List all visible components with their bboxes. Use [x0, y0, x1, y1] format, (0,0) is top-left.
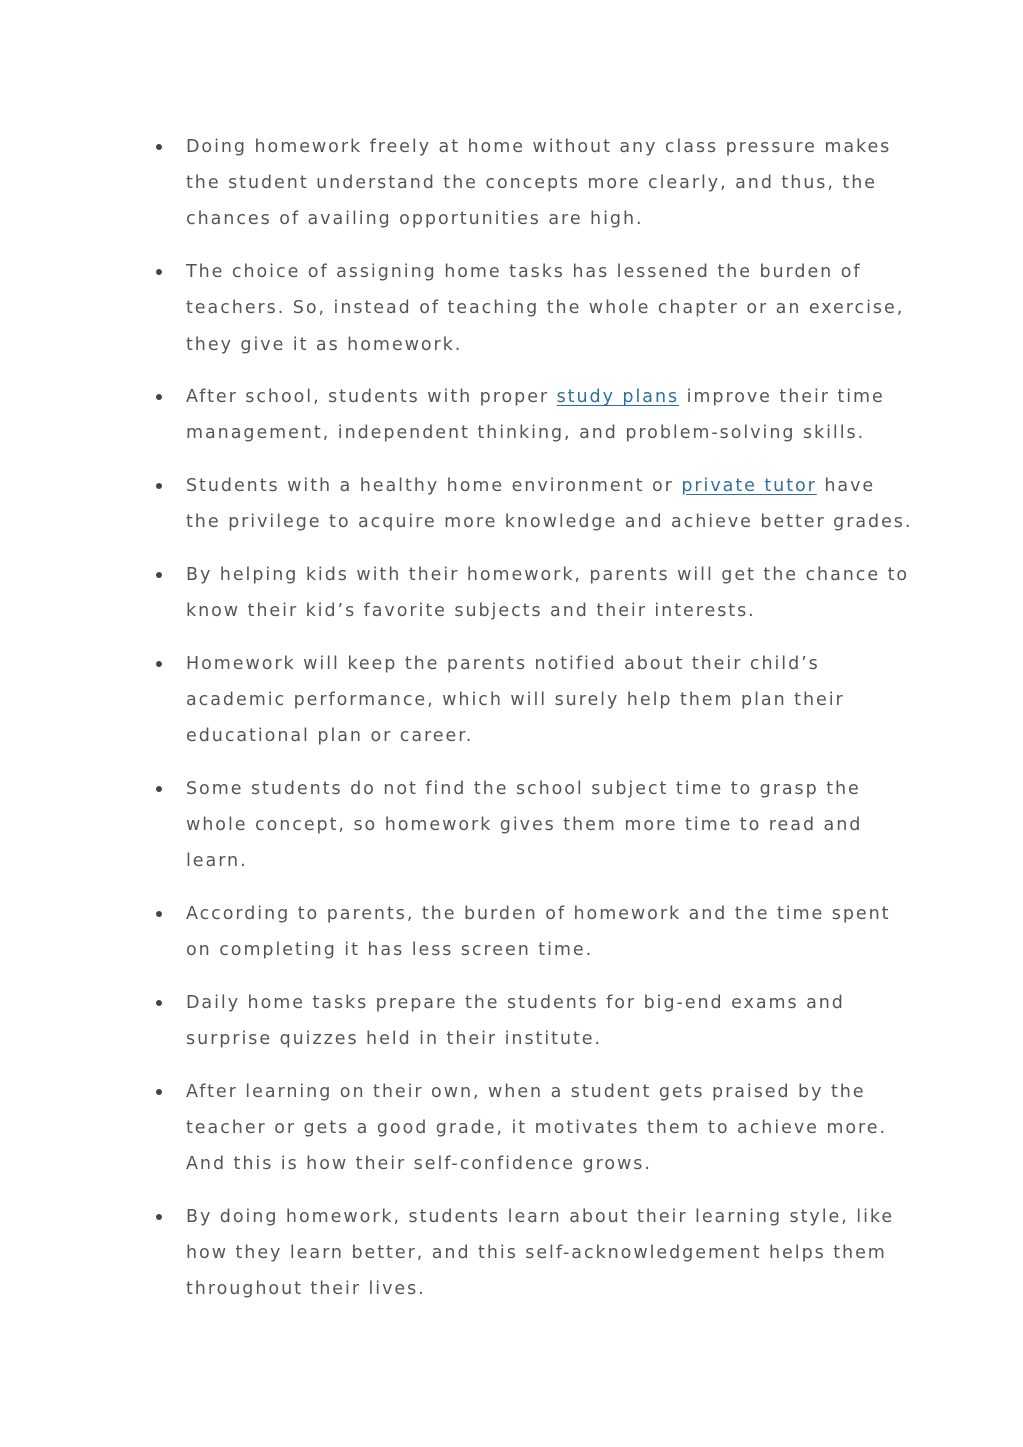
list-item	[154, 1199, 914, 1308]
bullet-icon	[156, 483, 162, 489]
list-item-text: The choice of assigning home tasks has lessened the burden of teachers. So, instead of teaching the whole chapter or an exercise, they give it as homework.	[186, 262, 905, 355]
bullet-icon	[156, 269, 162, 275]
benefits-bullet-list	[154, 129, 914, 1324]
bullet-icon	[156, 1000, 162, 1006]
list-item	[154, 379, 914, 451]
bullet-icon	[156, 1089, 162, 1095]
list-item	[154, 468, 914, 540]
list-item	[154, 771, 914, 880]
bullet-icon	[156, 572, 162, 578]
list-item	[154, 557, 914, 629]
list-item-text: After learning on their own, when a student gets praised by the teacher or gets a good grade, it motivates them to achieve more. And this is how their self-confidence grows.	[186, 1081, 888, 1175]
list-item	[154, 985, 914, 1057]
bullet-icon	[156, 661, 162, 667]
list-item-text-after: improve their time management, independent thinking, and problem-solving skills.	[186, 387, 885, 444]
list-item	[154, 646, 914, 755]
list-item	[154, 1074, 914, 1183]
list-item-text: By helping kids with their homework, parents will get the chance to know their kid’s favorite subjects and their interests.	[186, 565, 910, 622]
bullet-icon	[156, 144, 162, 150]
list-item-text: Some students do not find the school subject time to grasp the whole concept, so homework gives them more time to read and learn.	[186, 779, 863, 872]
bullet-icon	[156, 1214, 162, 1220]
list-item	[154, 129, 914, 238]
list-item-text: Homework will keep the parents notified about their child’s academic performance, which will surely help them plan their educational plan or career.	[186, 653, 845, 747]
private-tutor-link[interactable]: private tutor	[681, 476, 817, 497]
list-item	[154, 254, 914, 363]
bullet-icon	[156, 786, 162, 792]
list-item-text-before: Students with a healthy home environment or	[186, 476, 682, 497]
list-item-text: Doing homework freely at home without any class pressure makes the student understand the concepts more clearly, and thus, the chances of availing opportunities are high.	[186, 137, 892, 230]
list-item	[154, 896, 914, 968]
bullet-icon	[156, 911, 162, 917]
list-item-text: Daily home tasks prepare the students for big-end exams and surprise quizzes held in their institute.	[186, 993, 845, 1050]
list-item-text-after: have the privilege to acquire more knowledge and achieve better grades.	[186, 476, 913, 533]
bullet-icon	[156, 394, 162, 400]
list-item-text: By doing homework, students learn about their learning style, like how they learn better, and this self-acknowledgement helps them throughout their lives.	[186, 1207, 895, 1300]
list-item-text: According to parents, the burden of homework and the time spent on completing it has less screen time.	[186, 904, 891, 961]
list-item-text-before: After school, students with proper	[186, 387, 557, 408]
study-plans-link[interactable]: study plans	[556, 387, 680, 408]
